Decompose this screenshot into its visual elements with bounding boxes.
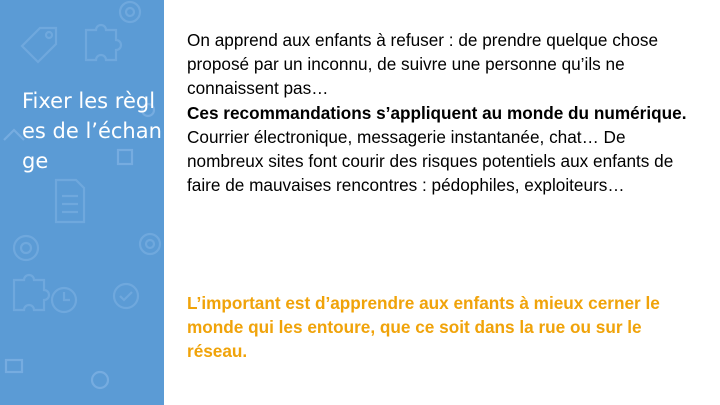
gear-icon — [120, 2, 140, 22]
main-text — [187, 28, 687, 197]
puzzle-icon — [14, 275, 49, 310]
slide-title: Fixer les règles de l’échange — [22, 89, 162, 173]
checkmark-icon — [114, 284, 138, 308]
detail-paragraph: Courrier électronique, messagerie instantanée, chat… De nombreux sites font courir des risques potentiels aux enfants de faire de mauvaises rencontres : pédophiles, exploiteurs… — [187, 126, 674, 196]
document-icon — [56, 180, 84, 222]
sidebar-panel — [0, 0, 164, 405]
gear-icon — [140, 234, 160, 254]
intro-paragraph: On apprend aux enfants à refuser : de prendre quelque chose proposé par un inconnu, de suivre une personne qu’ils ne connaissent pas… — [187, 30, 659, 99]
gear-icon — [14, 236, 38, 260]
bold-statement: Ces recommandations s’appliquent au monde du numérique. — [187, 102, 687, 123]
highlight-statement: L’important est d’apprendre aux enfants à mieux cerner le monde qui les entoure, que ce soit dans la rue ou sur le réseau. — [187, 293, 660, 362]
background-decoration — [0, 0, 164, 405]
clock-icon — [52, 288, 76, 312]
tag-icon — [22, 28, 56, 62]
puzzle-icon — [86, 25, 121, 60]
